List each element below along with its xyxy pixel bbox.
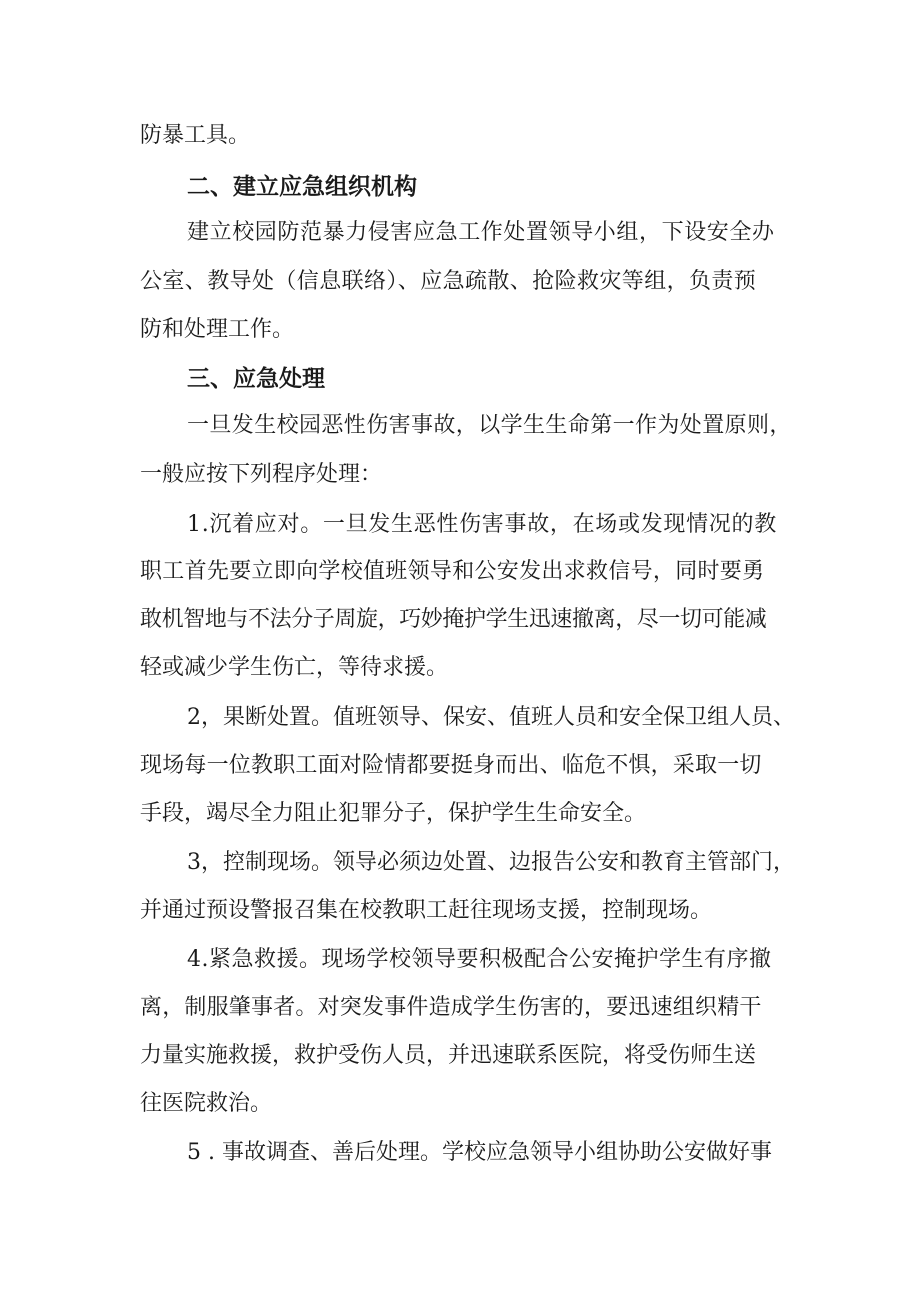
text-line: 4.紧急救援。现场学校领导要积极配合公安掩护学生有序撤 [187, 947, 772, 972]
text-line: 往医院救治。 [140, 1091, 273, 1116]
text-line: 2，果断处置。值班领导、保安、值班人员和安全保卫组人员、 [187, 705, 795, 730]
text-line: 防和处理工作。 [140, 317, 295, 342]
section-heading-3: 三、应急处理 [187, 366, 325, 392]
text-line: 手段，竭尽全力阻止犯罪分子，保护学生生命安全。 [140, 801, 647, 826]
text-line: 轻或减少学生伤亡，等待求援。 [140, 655, 449, 680]
text-line: 5 . 事故调查、善后处理。学校应急领导小组协助公安做好事 [187, 1140, 772, 1165]
text-line: 一旦发生校园恶性伤害事故，以学生生命第一作为处置原则， [187, 413, 792, 438]
text-line: 并通过预设警报召集在校教职工赶往现场支援，控制现场。 [140, 898, 713, 923]
text-line: 敢机智地与不法分子周旋，巧妙掩护学生迅速撤离，尽一切可能减 [140, 607, 767, 632]
text-line: 公室、教导处（信息联络）、应急疏散、抢险救灾等组，负责预 [140, 269, 757, 294]
text-line: 现场每一位教职工面对险情都要挺身而出、临危不惧，采取一切 [140, 753, 762, 778]
text-line: 力量实施救援，救护受伤人员，并迅速联系医院，将受伤师生送 [140, 1043, 757, 1068]
text-line: 3，控制现场。领导必须边处置、边报告公安和教育主管部门， [187, 850, 795, 875]
text-line: 1.沉着应对。一旦发生恶性伤害事故，在场或发现情况的教 [187, 512, 777, 537]
text-line: 防暴工具。 [140, 123, 251, 148]
text-line: 职工首先要立即向学校值班领导和公安发出求救信号，同时要勇 [140, 559, 765, 584]
text-line: 离，制服肇事者。对突发事件造成学生伤害的，要迅速组织精干 [140, 995, 762, 1020]
text-line: 一般应按下列程序处理： [140, 462, 383, 487]
text-line: 建立校园防范暴力侵害应急工作处置领导小组，下设安全办 [187, 220, 775, 245]
section-heading-2: 二、建立应急组织机构 [187, 174, 417, 200]
